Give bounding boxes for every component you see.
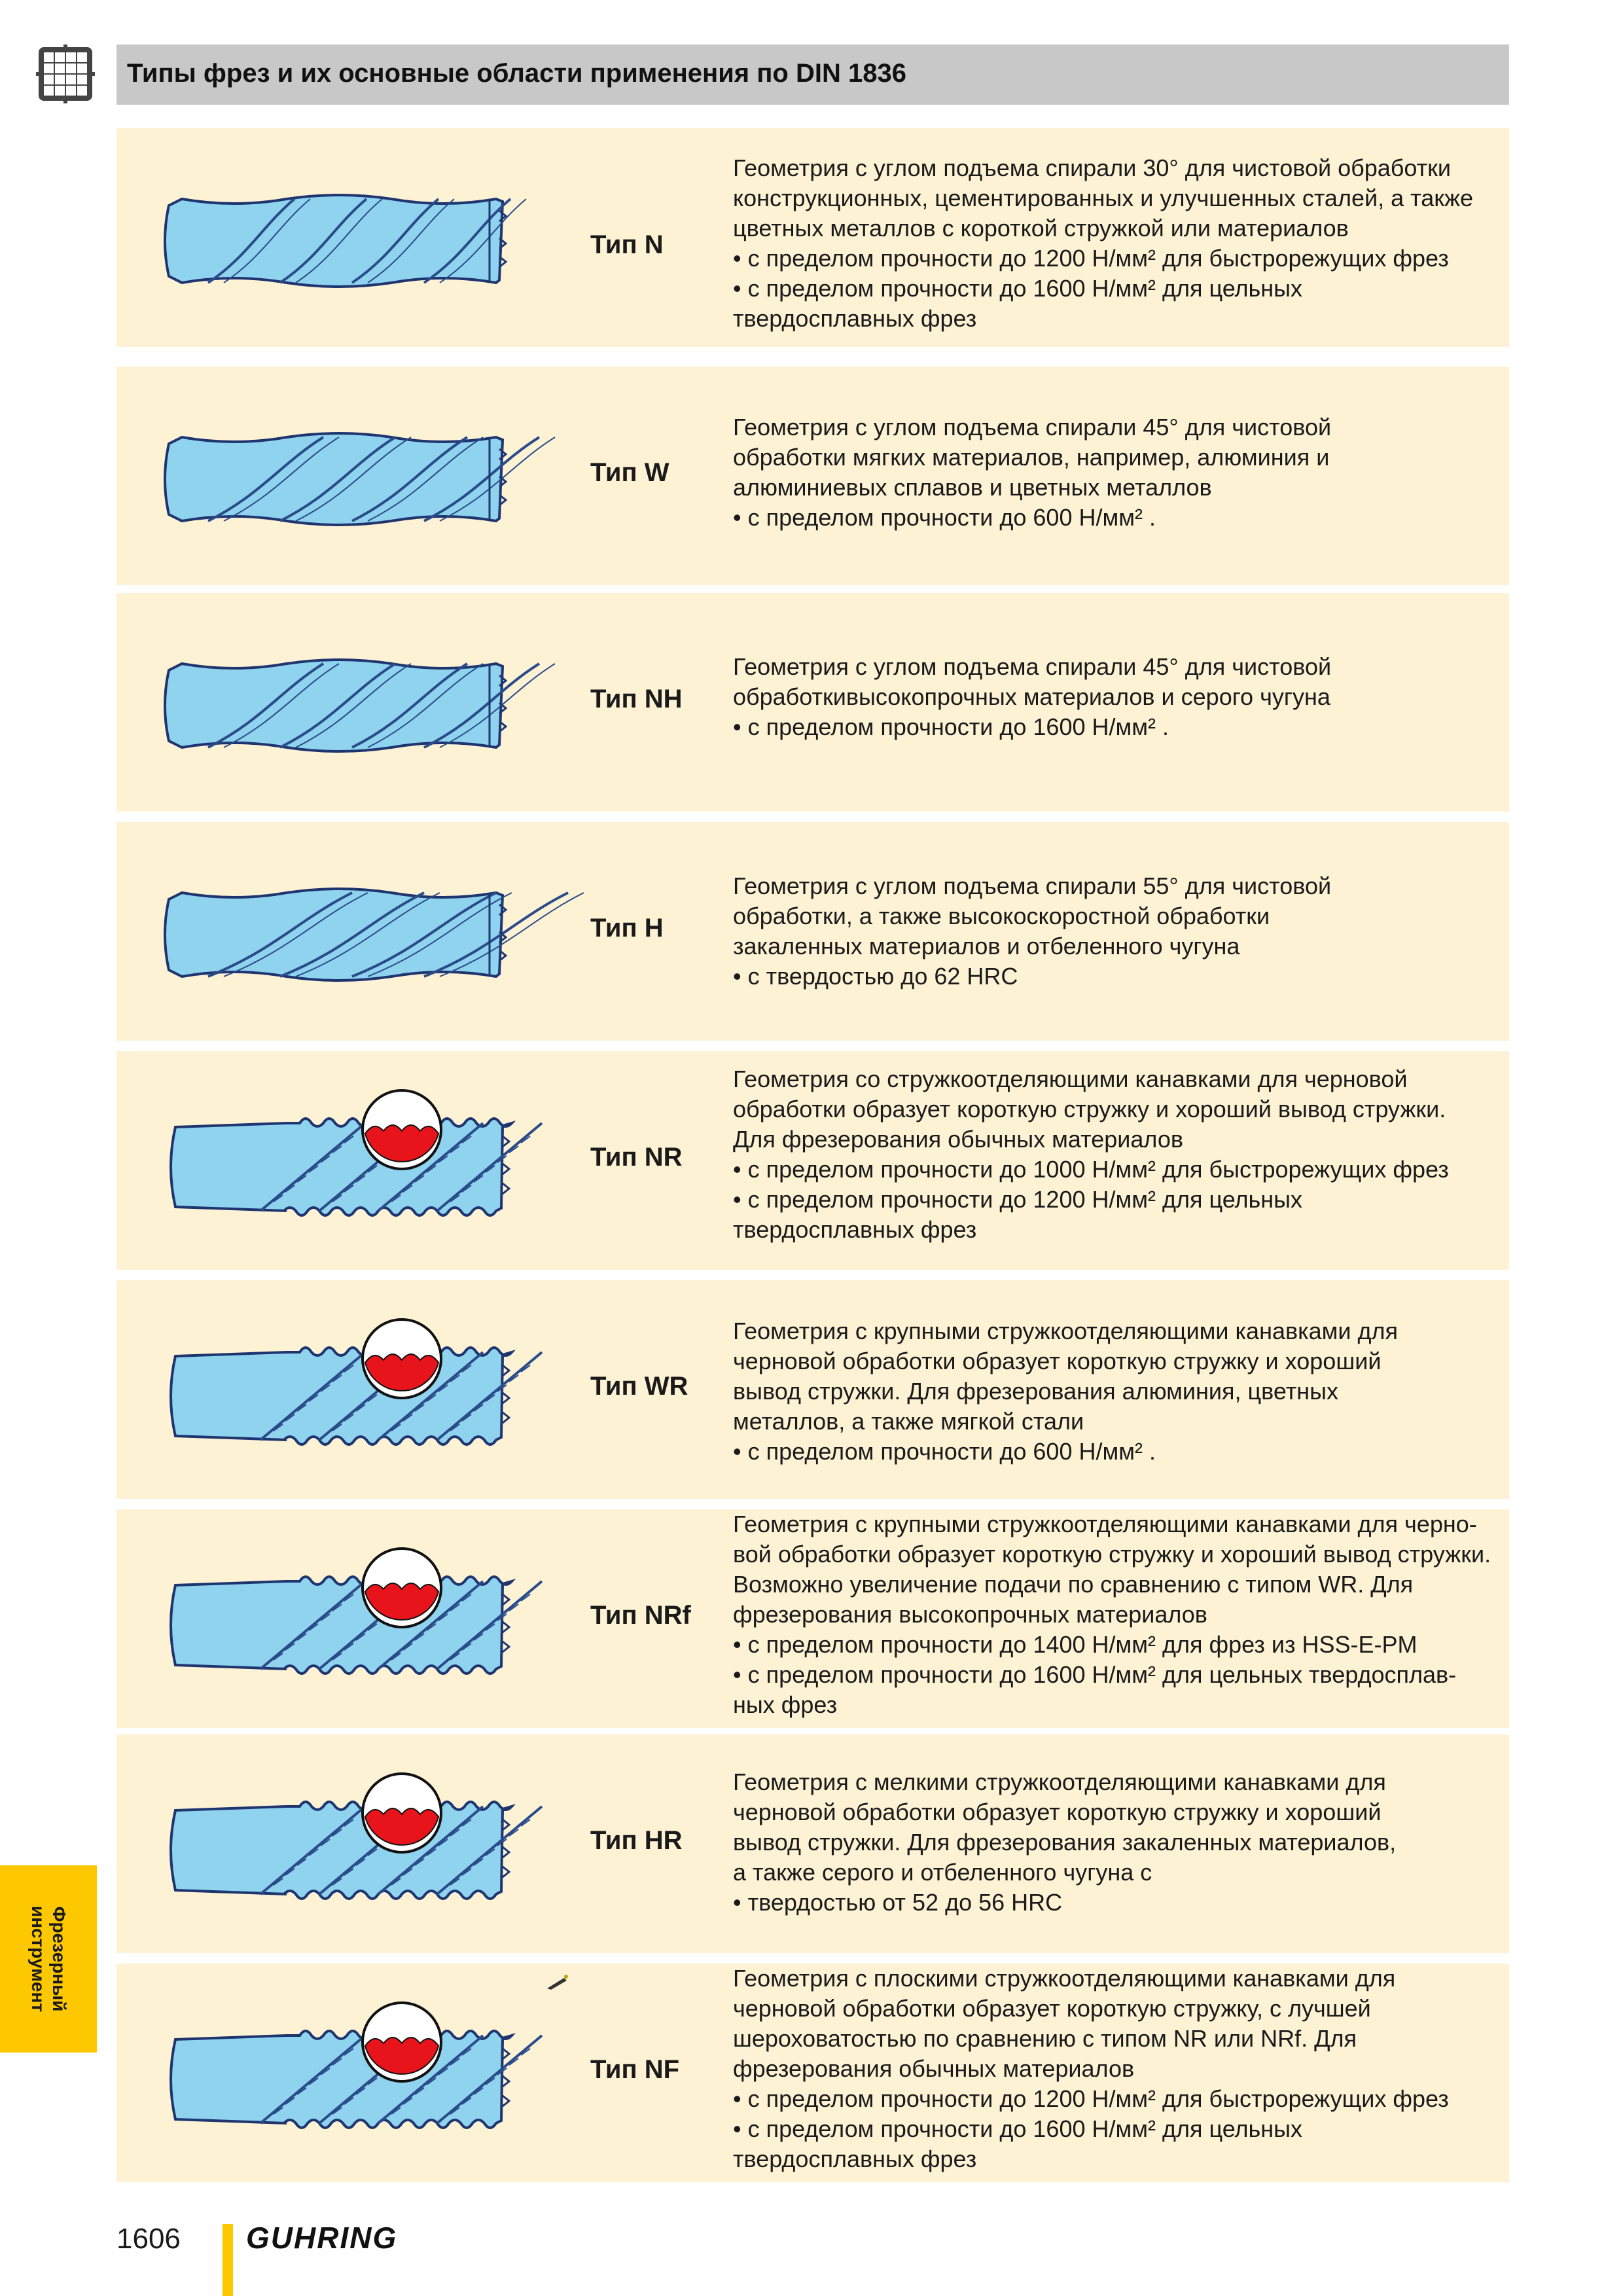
description-line: • с пределом прочности до 1200 Н/мм² для быстрорежущих фрез (733, 2085, 1449, 2112)
description-line: Геометрия с углом подъема спирали 45° для чистовой (733, 653, 1332, 680)
tool-type-row (116, 593, 1509, 812)
description-line: Геометрия с плоскими стружкоотделяющими канавками для (733, 1965, 1396, 1992)
description-line: ных фрез (733, 1691, 838, 1718)
description-line: Геометрия с углом подъема спирали 30° для чистовой обработки (733, 154, 1451, 181)
tool-type-label: Тип WR (590, 1372, 688, 1401)
smooth-end-mill-illustration (156, 822, 601, 1041)
description-line: черновой обработки образует короткую стружку и хороший (733, 1348, 1382, 1374)
description-line: а также серого и отбеленного чугуна с (733, 1859, 1152, 1886)
description-line: Геометрия с крупными стружкоотделяющими канавками для (733, 1318, 1399, 1344)
tool-type-description (733, 1964, 1505, 2174)
description-line: металлов, а также мягкой стали (733, 1408, 1084, 1435)
description-line: черновой обработки образует короткую стружку и хороший (733, 1799, 1382, 1825)
description-line: Геометрия с крупными стружкоотделяющими канавками для черно- (733, 1511, 1477, 1537)
smooth-end-mill-illustration (156, 593, 601, 812)
tool-type-row (116, 367, 1509, 585)
roughing-end-mill-illustration (156, 1051, 601, 1270)
tool-type-row (116, 1964, 1509, 2182)
tool-type-description (733, 1064, 1505, 1245)
description-line: черновой обработки образует короткую стружку, с лучшей (733, 1995, 1371, 2022)
tool-type-label: Тип W (590, 458, 669, 487)
tool-type-description (733, 1509, 1505, 1720)
tool-type-label: Тип H (590, 914, 664, 942)
description-line: обработкивысокопрочных материалов и серого чугуна (733, 683, 1330, 710)
page-number: 1606 (116, 2223, 181, 2255)
tool-type-description (733, 1767, 1505, 1918)
description-line: • с пределом прочности до 600 Н/мм² . (733, 504, 1156, 531)
description-line: обработки, а также высокоскоростной обработки (733, 903, 1270, 929)
description-line: • с пределом прочности до 1000 Н/мм² для быстрорежущих фрез (733, 1156, 1449, 1183)
side-tab-line2: инструмент (28, 1905, 48, 2013)
description-line: • с пределом прочности до 1400 Н/мм² для фрез из HSS-E-PM (733, 1631, 1418, 1658)
description-line: алюминиевых сплавов и цветных металлов (733, 474, 1212, 501)
description-line: цветных металлов с короткой стружкой или материалов (733, 215, 1349, 242)
tool-type-row (116, 1509, 1509, 1728)
tool-type-row (116, 1280, 1509, 1499)
tool-type-description (733, 652, 1505, 742)
description-line: конструкционных, цементированных и улучшенных сталей, а также (733, 185, 1474, 211)
description-line: • с пределом прочности до 1200 Н/мм² для быстрорежущих фрез (733, 245, 1449, 272)
tool-type-row (116, 1734, 1509, 1953)
description-line: фрезерования высокопрочных материалов (733, 1601, 1207, 1628)
description-line: • с пределом прочности до 1600 Н/мм² для цельных (733, 275, 1303, 302)
tool-type-description (733, 153, 1505, 334)
tool-type-label: Тип NRf (590, 1601, 691, 1630)
page-title: Типы фрез и их основные области применения по DIN 1836 (127, 59, 906, 88)
description-line: • твердостью от 52 до 56 HRC (733, 1889, 1063, 1916)
description-line: обработки мягких материалов, например, алюминия и (733, 444, 1330, 471)
tool-type-row (116, 822, 1509, 1041)
description-line: вывод стружки. Для фрезерования закаленных материалов, (733, 1829, 1397, 1856)
description-line: Для фрезерования обычных материалов (733, 1126, 1183, 1153)
smooth-end-mill-illustration (156, 367, 601, 585)
section-side-label (27, 1880, 69, 2037)
description-line: твердосплавных фрез (733, 305, 977, 332)
description-line: Геометрия с мелкими стружкоотделяющими канавками для (733, 1768, 1386, 1795)
tool-type-description (733, 1316, 1505, 1467)
description-line: • с пределом прочности до 1600 Н/мм² для цельных (733, 2115, 1303, 2142)
description-line: • с пределом прочности до 600 Н/мм² . (733, 1438, 1156, 1465)
tool-type-description (733, 871, 1505, 992)
description-line: Возможно увеличение подачи по сравнению с типом WR. Для (733, 1571, 1414, 1598)
description-line: фрезерования обычных материалов (733, 2055, 1135, 2082)
tool-type-label: Тип NF (590, 2055, 680, 2084)
tool-type-row (116, 128, 1509, 347)
description-line: шероховатостью по сравнению с типом NR или NRf. Для (733, 2025, 1357, 2052)
description-line: вой обработки образует короткую стружку и хороший вывод стружки. (733, 1541, 1491, 1568)
brand-logo: GUHRING (246, 2221, 398, 2255)
tool-type-label: Тип HR (590, 1826, 683, 1855)
tool-type-label: Тип NR (590, 1143, 683, 1172)
description-line: обработки образует короткую стружку и хороший вывод стружки. (733, 1096, 1446, 1122)
tool-type-description (733, 412, 1505, 533)
tool-type-row (116, 1051, 1509, 1270)
side-tab-line1: Фрезерный (49, 1906, 69, 2012)
description-line: • с пределом прочности до 1600 Н/мм² для цельных твердосплав- (733, 1661, 1457, 1688)
description-line: твердосплавных фрез (733, 1216, 977, 1243)
description-line: Геометрия с углом подъема спирали 55° для чистовой (733, 872, 1332, 899)
description-line: Геометрия с углом подъема спирали 45° для чистовой (733, 414, 1332, 440)
description-line: • с твердостью до 62 HRC (733, 963, 1018, 990)
description-line: • с пределом прочности до 1600 Н/мм² . (733, 713, 1169, 740)
roughing-end-mill-illustration (156, 1280, 601, 1499)
roughing-end-mill-illustration (156, 1509, 601, 1728)
description-line: закаленных материалов и отбеленного чугуна (733, 933, 1240, 960)
description-line: вывод стружки. Для фрезерования алюминия, цветных (733, 1378, 1338, 1405)
tool-type-label: Тип N (590, 230, 664, 259)
brand-accent-bar (223, 2224, 233, 2296)
pen-mark-icon (544, 1973, 571, 1992)
roughing-end-mill-illustration (156, 1734, 601, 1953)
roughing-end-mill-illustration (156, 1964, 601, 2182)
tool-type-label: Тип NH (590, 685, 683, 713)
description-line: твердосплавных фрез (733, 2145, 977, 2172)
description-line: Геометрия со стружкоотделяющими канавками для черновой (733, 1066, 1408, 1092)
smooth-end-mill-illustration (156, 128, 601, 347)
grid-crosshair-icon (36, 45, 95, 103)
description-line: • с пределом прочности до 1200 Н/мм² для цельных (733, 1186, 1303, 1213)
